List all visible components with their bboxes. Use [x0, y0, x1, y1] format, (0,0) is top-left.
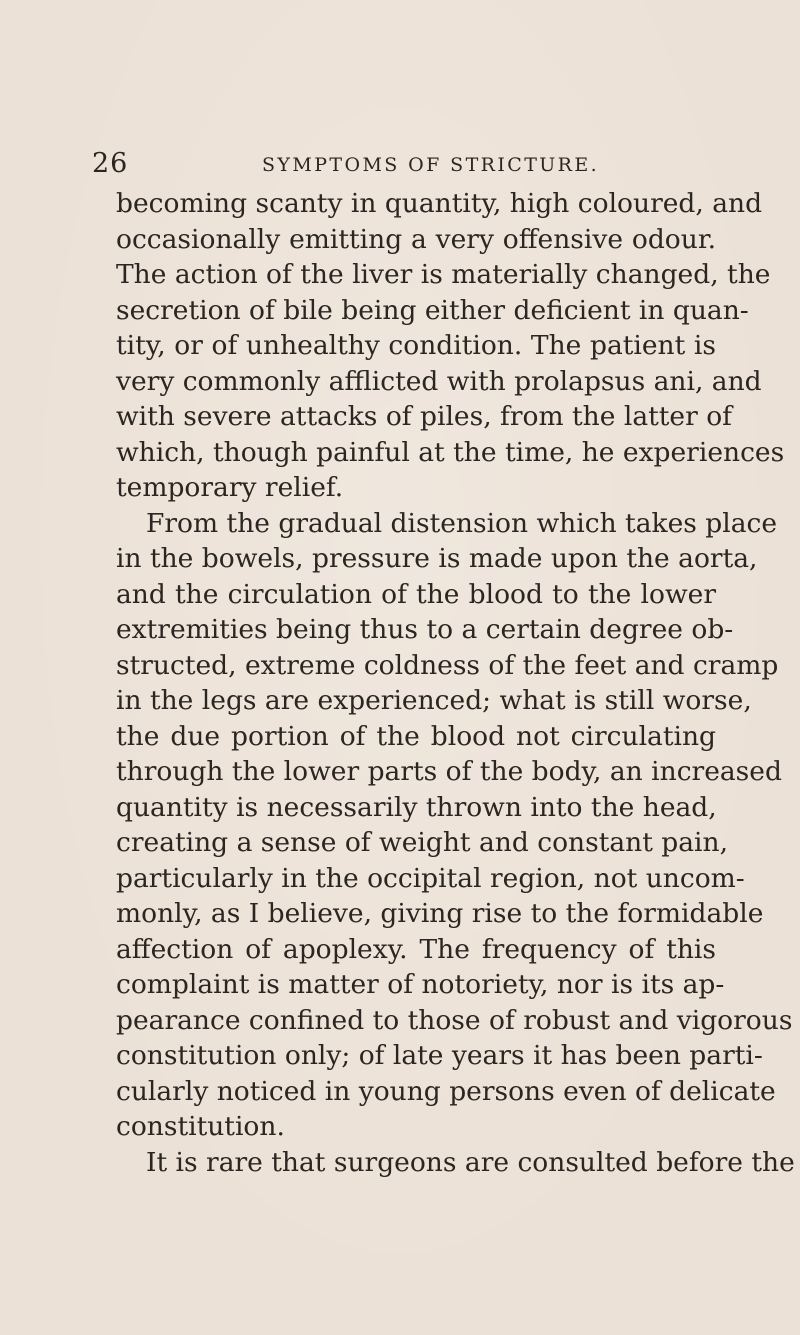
text-line: affection of apoplexy. The frequency of this [116, 933, 716, 965]
text-line: extremities being thus to a certain degree ob- [116, 614, 734, 645]
text-line: occasionally emitting a very offensive odour. [116, 223, 716, 255]
text-line: The action of the liver is materially changed, the [116, 259, 771, 290]
text-line: complaint is matter of notoriety, nor is its ap- [116, 969, 725, 1000]
paragraph-start-line: From the gradual distension which takes place [146, 507, 778, 539]
paragraph-start-line: It is rare that surgeons are consulted before the [146, 1146, 795, 1178]
text-line: in the bowels, pressure is made upon the aorta, [116, 543, 758, 574]
text-line: which, though painful at the time, he experiences [116, 436, 785, 468]
text-line: quantity is necessarily thrown into the head, [116, 791, 717, 823]
text-line: pearance confined to those of robust and vigorous [116, 1004, 793, 1036]
text-line: secretion of bile being either deficient in quan- [116, 294, 749, 326]
text-line: tity, or of unhealthy condition. The patient is [116, 330, 716, 361]
text-line: constitution only; of late years it has been parti- [116, 1040, 763, 1071]
text-line: particularly in the occipital region, not uncom- [116, 862, 745, 894]
text-line: and the circulation of the blood to the lower [116, 578, 716, 610]
text-line: creating a sense of weight and constant pain, [116, 827, 729, 858]
text-line: the due portion of the blood not circulating [116, 720, 716, 752]
running-head [92, 148, 718, 180]
text-line: constitution. [116, 1111, 285, 1142]
text-line: structed, extreme coldness of the feet and cramp [116, 649, 779, 681]
text-line: with severe attacks of piles, from the latter of [116, 401, 732, 432]
text-line: in the legs are experienced; what is still worse, [116, 685, 752, 716]
text-line: becoming scanty in quantity, high coloured, and [116, 188, 763, 219]
text-line: monly, as I believe, giving rise to the formidable [116, 898, 764, 929]
page-number: 26 [92, 148, 129, 179]
body-text [116, 186, 795, 1180]
text-line: temporary relief. [116, 472, 344, 503]
text-line: through the lower parts of the body, an increased [116, 756, 782, 787]
text-line: very commonly afflicted with prolapsus ani, and [116, 365, 762, 397]
text-line: cularly noticed in young persons even of delicate [116, 1075, 776, 1107]
running-title: SYMPTOMS OF STRICTURE. [262, 154, 600, 176]
